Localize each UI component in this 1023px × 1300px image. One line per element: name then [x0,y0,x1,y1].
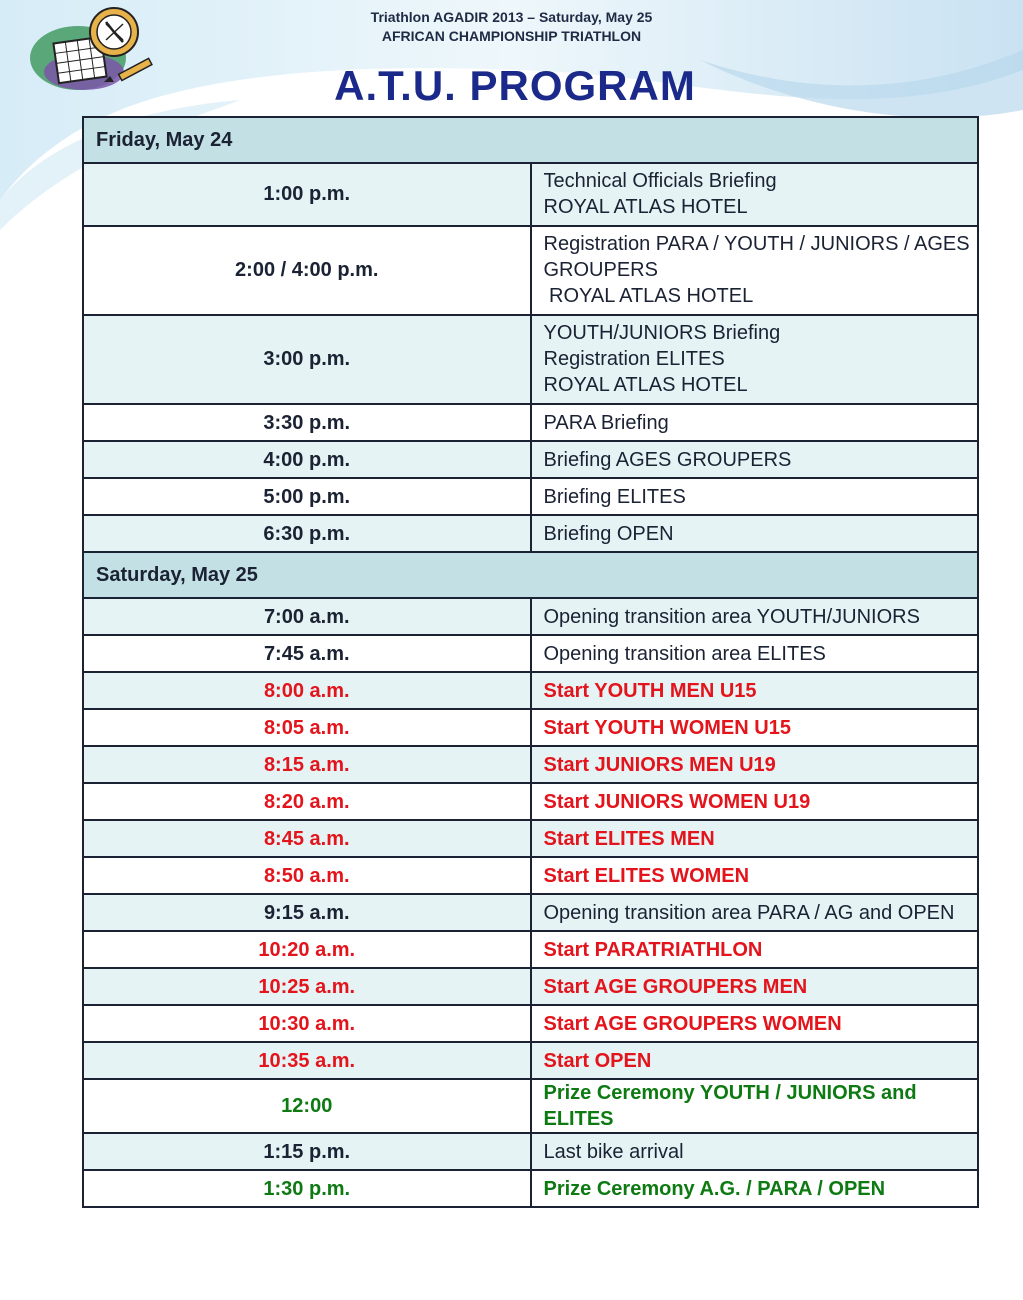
table-row [83,635,978,672]
table-row [83,783,978,820]
table-row [83,968,978,1005]
description-line: YOUTH/JUNIORS Briefing [543,322,781,344]
time-cell: 6:30 p.m. [83,515,531,552]
table-row [83,672,978,709]
description-cell [531,315,979,404]
description-line: Registration ELITES [543,348,725,370]
table-row [83,478,978,515]
table-row [83,1170,978,1207]
table-row [83,598,978,635]
description-cell [531,404,979,441]
table-row [83,931,978,968]
time-cell: 8:20 a.m. [83,783,531,820]
description-cell: Opening transition area PARA / AG and OPEN [531,894,979,931]
description-cell: Start YOUTH MEN U15 [531,672,979,709]
description-cell: Prize Ceremony A.G. / PARA / OPEN [531,1170,979,1207]
page-title: A.T.U. PROGRAM [334,62,696,109]
time-cell: 3:00 p.m. [83,315,531,404]
table-row [83,709,978,746]
table-row [83,820,978,857]
description-line: GROUPERS [543,259,658,281]
time-cell: 10:30 a.m. [83,1005,531,1042]
time-cell: 3:30 p.m. [83,404,531,441]
time-cell: 7:00 a.m. [83,598,531,635]
description-cell: Start PARATRIATHLON [531,931,979,968]
day-header: Friday, May 24 [83,117,978,163]
table-row [83,746,978,783]
description-cell: Start ELITES WOMEN [531,857,979,894]
table-row [83,1042,978,1079]
time-cell: 8:45 a.m. [83,820,531,857]
time-cell: 8:00 a.m. [83,672,531,709]
time-cell: 5:00 p.m. [83,478,531,515]
time-cell: 1:30 p.m. [83,1170,531,1207]
table-row [83,894,978,931]
description-cell: Start YOUTH WOMEN U15 [531,709,979,746]
description-cell: Opening transition area ELITES [531,635,979,672]
time-cell: 10:25 a.m. [83,968,531,1005]
description-line: Registration PARA / YOUTH / JUNIORS / AGES [543,233,970,255]
header-championship-line: AFRICAN CHAMPIONSHIP TRIATHLON [381,28,642,44]
day-header: Saturday, May 25 [83,552,978,598]
table-row [83,1079,978,1133]
time-cell: 4:00 p.m. [83,441,531,478]
time-cell: 8:50 a.m. [83,857,531,894]
header-event-line: Triathlon AGADIR 2013 – Saturday, May 25 [370,9,653,25]
table-row [83,1133,978,1170]
time-cell: 8:05 a.m. [83,709,531,746]
description-cell [531,515,979,552]
time-cell: 8:15 a.m. [83,746,531,783]
description-line: Technical Officials Briefing [543,170,777,192]
time-cell: 1:15 p.m. [83,1133,531,1170]
description-line: ROYAL ATLAS HOTEL [543,196,748,218]
description-line: Briefing OPEN [543,522,674,545]
time-cell: 12:00 [83,1079,531,1133]
table-row [83,315,978,404]
time-cell: 7:45 a.m. [83,635,531,672]
description-cell [531,478,979,515]
table-row [83,404,978,441]
time-cell: 10:35 a.m. [83,1042,531,1079]
description-cell: Start ELITES MEN [531,820,979,857]
description-cell: Start JUNIORS WOMEN U19 [531,783,979,820]
table-row [83,226,978,315]
description-cell [531,441,979,478]
description-line: ROYAL ATLAS HOTEL [543,374,748,396]
time-cell: 2:00 / 4:00 p.m. [83,226,531,315]
description-cell: Last bike arrival [531,1133,979,1170]
description-line: ROYAL ATLAS HOTEL [543,285,754,307]
table-row [83,441,978,478]
day-header-row [83,117,978,163]
description-cell: Prize Ceremony YOUTH / JUNIORS and ELITES [531,1079,979,1133]
description-cell: Start OPEN [531,1042,979,1079]
description-cell: Opening transition area YOUTH/JUNIORS [531,598,979,635]
program-table [82,116,979,1208]
table-row [83,515,978,552]
table-row [83,163,978,226]
day-header-row [83,552,978,598]
table-row [83,857,978,894]
description-line: Briefing ELITES [543,485,686,508]
description-cell: Start JUNIORS MEN U19 [531,746,979,783]
time-cell: 1:00 p.m. [83,163,531,226]
table-row [83,1005,978,1042]
description-line: Briefing AGES GROUPERS [543,448,792,471]
description-cell [531,226,979,315]
time-cell: 10:20 a.m. [83,931,531,968]
description-cell [531,163,979,226]
description-cell: Start AGE GROUPERS WOMEN [531,1005,979,1042]
time-cell: 9:15 a.m. [83,894,531,931]
description-line: PARA Briefing [543,411,669,434]
description-cell: Start AGE GROUPERS MEN [531,968,979,1005]
